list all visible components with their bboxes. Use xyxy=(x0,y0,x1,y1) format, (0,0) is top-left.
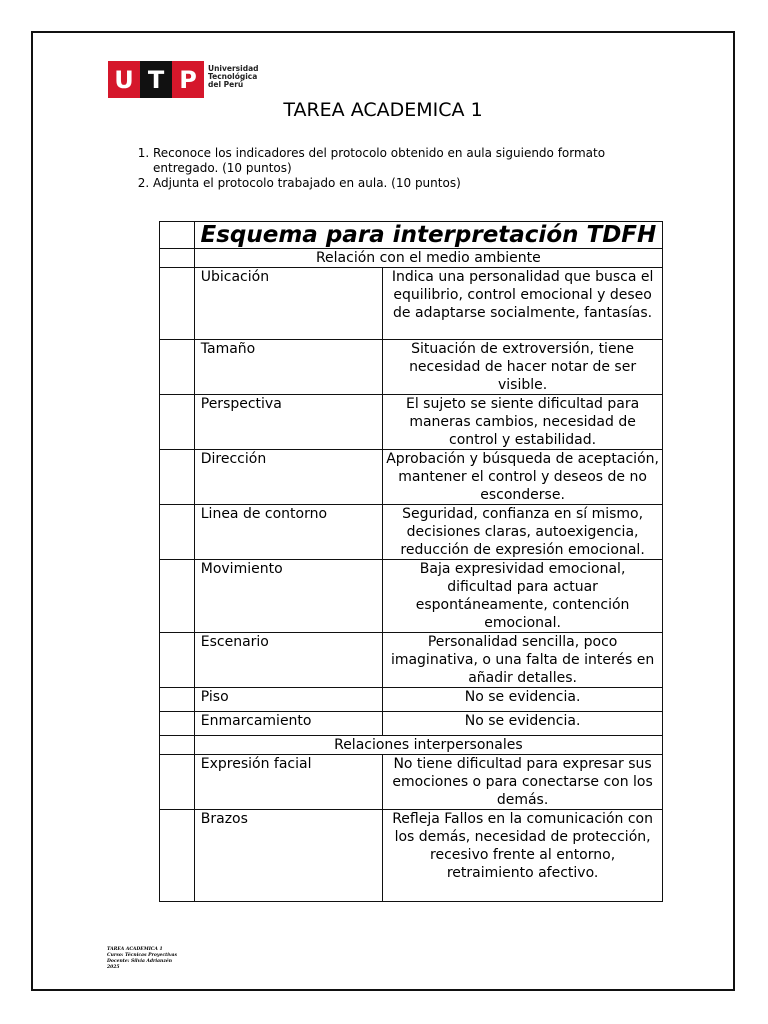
footer-line: Docente: Silvia Adrianzén xyxy=(107,959,173,964)
page-title: TAREA ACADEMICA 1 xyxy=(283,99,483,121)
indicator-label: Dirección xyxy=(194,450,382,505)
table-row xyxy=(160,505,663,560)
table-cell-empty xyxy=(160,340,195,395)
section-row xyxy=(160,736,663,755)
indicator-label: Enmarcamiento xyxy=(194,712,382,736)
logo-text-line: Tecnológica xyxy=(208,72,258,81)
table-cell-empty xyxy=(160,633,195,688)
table-row xyxy=(160,712,663,736)
table-cell-empty xyxy=(160,450,195,505)
table-row xyxy=(160,268,663,340)
logo-letter-t: T xyxy=(140,61,172,98)
section-title: Relación con el medio ambiente xyxy=(194,249,662,268)
indicator-interpretation: Aprobación y búsqueda de aceptación, mantener el control y deseos de no esconderse. xyxy=(383,450,663,505)
document-footer xyxy=(107,947,177,971)
indicator-label: Escenario xyxy=(194,633,382,688)
logo-text xyxy=(208,65,259,89)
table-cell-empty xyxy=(160,505,195,560)
indicator-interpretation: El sujeto se siente dificultad para maneras cambios, necesidad de control y estabilidad. xyxy=(383,395,663,450)
table-cell-empty xyxy=(160,395,195,450)
footer-line: 2025 xyxy=(107,965,120,970)
indicator-label: Ubicación xyxy=(194,268,382,340)
instructions-list xyxy=(129,146,673,191)
table-row xyxy=(160,340,663,395)
instruction-item: 2. Adjunta el protocolo trabajado en aula. (10 puntos) xyxy=(153,176,673,191)
indicator-label: Expresión facial xyxy=(194,755,382,810)
section-row xyxy=(160,249,663,268)
table-row xyxy=(160,810,663,902)
indicator-interpretation: Refleja Fallos en la comunicación con los demás, necesidad de protección, recesivo frente al entorno, retraimiento afectivo. xyxy=(383,810,663,902)
document-page xyxy=(31,31,735,991)
instruction-item: 1. Reconoce los indicadores del protocolo obtenido en aula siguiendo formato entregado. (10 puntos) xyxy=(153,146,673,176)
table-cell-empty xyxy=(160,249,195,268)
table-row xyxy=(160,755,663,810)
indicator-label: Brazos xyxy=(194,810,382,902)
indicator-interpretation: No tiene dificultad para expresar sus emociones o para conectarse con los demás. xyxy=(383,755,663,810)
table-cell-empty xyxy=(160,736,195,755)
utp-logo xyxy=(108,61,259,99)
indicator-interpretation: No se evidencia. xyxy=(383,712,663,736)
indicator-interpretation: Indica una personalidad que busca el equilibrio, control emocional y deseo de adaptarse socialmente, fantasías. xyxy=(383,268,663,340)
table-cell-empty xyxy=(160,712,195,736)
table-cell-empty xyxy=(160,755,195,810)
section-title: Relaciones interpersonales xyxy=(194,736,662,755)
indicator-interpretation: Baja expresividad emocional, dificultad para actuar espontáneamente, contención emocional. xyxy=(383,560,663,633)
table-heading: Esquema para interpretación TDFH xyxy=(194,222,662,249)
table-heading-row xyxy=(160,222,663,249)
logo-text-line: del Perú xyxy=(208,80,244,89)
table-row xyxy=(160,633,663,688)
table-row xyxy=(160,688,663,712)
indicator-label: Perspectiva xyxy=(194,395,382,450)
indicator-label: Linea de contorno xyxy=(194,505,382,560)
indicator-interpretation: Situación de extroversión, tiene necesidad de hacer notar de ser visible. xyxy=(383,340,663,395)
logo-letter-p: P xyxy=(172,61,204,98)
indicator-interpretation: No se evidencia. xyxy=(383,688,663,712)
table-cell-empty xyxy=(160,560,195,633)
interpretation-table xyxy=(159,221,663,902)
table-cell-empty xyxy=(160,810,195,902)
indicator-label: Tamaño xyxy=(194,340,382,395)
logo-text-line: Universidad xyxy=(208,64,259,73)
table-row xyxy=(160,560,663,633)
indicator-label: Piso xyxy=(194,688,382,712)
logo-letter-u: U xyxy=(108,61,140,98)
footer-line: Curso: Técnicas Proyectivas xyxy=(107,953,177,958)
table-cell-empty xyxy=(160,688,195,712)
table-cell-empty xyxy=(160,222,195,249)
indicator-interpretation: Personalidad sencilla, poco imaginativa, o una falta de interés en añadir detalles. xyxy=(383,633,663,688)
table-cell-empty xyxy=(160,268,195,340)
indicator-label: Movimiento xyxy=(194,560,382,633)
table-row xyxy=(160,395,663,450)
footer-line: TAREA ACADEMICA 1 xyxy=(107,947,163,952)
table-row xyxy=(160,450,663,505)
indicator-interpretation: Seguridad, confianza en sí mismo, decisiones claras, autoexigencia, reducción de expresión emocional. xyxy=(383,505,663,560)
